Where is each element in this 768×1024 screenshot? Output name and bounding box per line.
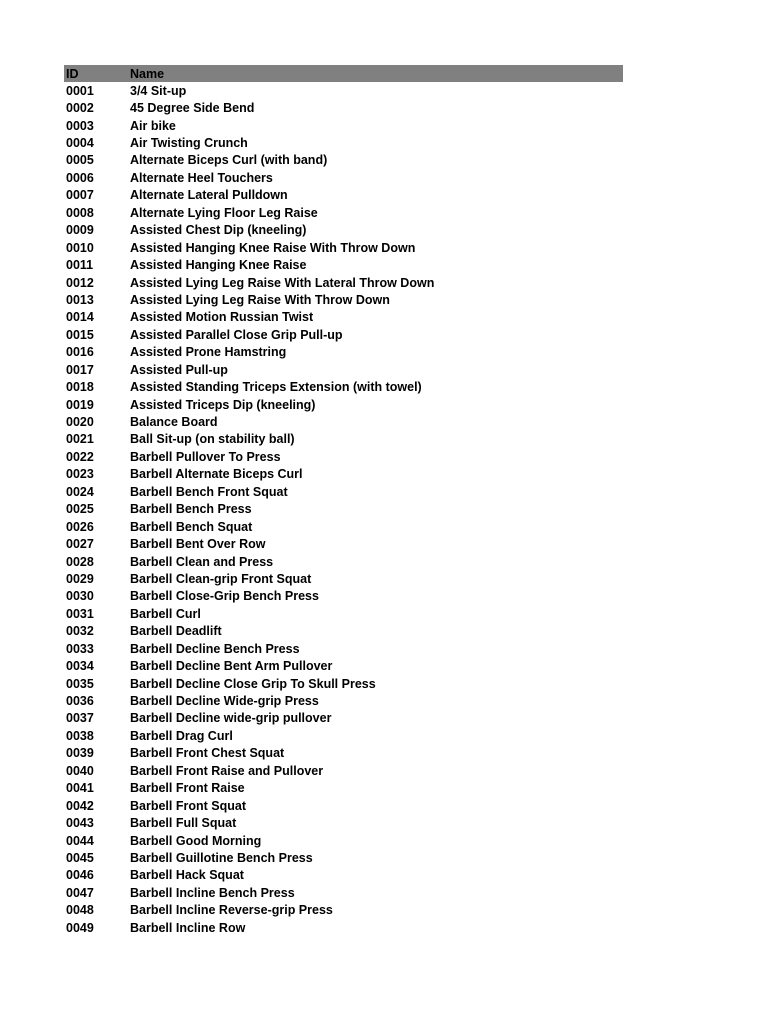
- row-name-cell: Assisted Motion Russian Twist: [130, 310, 314, 325]
- row-name-cell: Ball Sit-up (on stability ball): [130, 432, 295, 447]
- row-id-cell: 0027: [66, 537, 94, 552]
- table-row: [64, 501, 623, 518]
- row-id-cell: 0007: [66, 188, 94, 203]
- table-row: [64, 867, 623, 884]
- row-name-cell: Barbell Bench Squat: [130, 519, 253, 534]
- row-id-cell: 0028: [66, 554, 94, 569]
- table-row: [64, 466, 623, 483]
- row-id-cell: 0013: [66, 292, 94, 307]
- table-row: [64, 588, 623, 605]
- row-id-cell: 0049: [66, 920, 94, 935]
- row-name-cell: Assisted Triceps Dip (kneeling): [130, 397, 316, 412]
- row-name-cell: Barbell Incline Reverse-grip Press: [130, 903, 333, 918]
- row-id-cell: 0048: [66, 903, 94, 918]
- row-name-cell: Alternate Biceps Curl (with band): [130, 153, 328, 168]
- row-name-cell: Barbell Decline Bent Arm Pullover: [130, 659, 333, 674]
- row-name-cell: Alternate Heel Touchers: [130, 170, 273, 185]
- row-name-cell: Barbell Alternate Biceps Curl: [130, 467, 303, 482]
- table-row: [64, 780, 623, 797]
- row-name-cell: Barbell Hack Squat: [130, 868, 244, 883]
- table-row: [64, 204, 623, 221]
- table-row: [64, 344, 623, 361]
- table-row: [64, 378, 623, 395]
- row-name-cell: 45 Degree Side Bend: [130, 101, 255, 116]
- row-name-cell: Barbell Decline wide-grip pullover: [130, 711, 332, 726]
- column-header-id: ID: [66, 66, 79, 81]
- row-id-cell: 0046: [66, 868, 94, 883]
- row-id-cell: 0026: [66, 519, 94, 534]
- row-id-cell: 0008: [66, 205, 94, 220]
- row-id-cell: 0042: [66, 798, 94, 813]
- table-row: [64, 605, 623, 622]
- row-name-cell: Assisted Lying Leg Raise With Lateral Throw Down: [130, 275, 435, 290]
- row-name-cell: Barbell Guillotine Bench Press: [130, 850, 313, 865]
- row-name-cell: Barbell Front Chest Squat: [130, 746, 285, 761]
- row-id-cell: 0015: [66, 327, 94, 342]
- row-name-cell: Barbell Bench Front Squat: [130, 484, 288, 499]
- table-row: [64, 745, 623, 762]
- row-id-cell: 0025: [66, 502, 94, 517]
- table-row: [64, 431, 623, 448]
- column-header-name: Name: [130, 66, 165, 81]
- row-id-cell: 0024: [66, 484, 94, 499]
- table-row: [64, 570, 623, 587]
- row-name-cell: Barbell Front Squat: [130, 798, 246, 813]
- table-row: [64, 814, 623, 831]
- row-id-cell: 0001: [66, 83, 94, 98]
- row-name-cell: Barbell Front Raise: [130, 781, 245, 796]
- row-id-cell: 0035: [66, 676, 94, 691]
- row-id-cell: 0037: [66, 711, 94, 726]
- table-row: [64, 239, 623, 256]
- row-name-cell: Alternate Lying Floor Leg Raise: [130, 205, 318, 220]
- table-row: [64, 99, 623, 116]
- row-id-cell: 0030: [66, 589, 94, 604]
- row-id-cell: 0045: [66, 850, 94, 865]
- table-row: [64, 640, 623, 657]
- row-id-cell: 0012: [66, 275, 94, 290]
- table-row: [64, 413, 623, 430]
- row-id-cell: 0022: [66, 449, 94, 464]
- table-row: [64, 134, 623, 151]
- row-id-cell: 0043: [66, 816, 94, 831]
- row-name-cell: Barbell Clean-grip Front Squat: [130, 571, 312, 586]
- row-id-cell: 0020: [66, 415, 94, 430]
- table-row: [64, 553, 623, 570]
- table-row: [64, 710, 623, 727]
- table-row: [64, 169, 623, 186]
- row-id-cell: 0041: [66, 781, 94, 796]
- row-id-cell: 0004: [66, 136, 94, 151]
- table-row: [64, 361, 623, 378]
- row-name-cell: 3/4 Sit-up: [130, 83, 187, 98]
- row-name-cell: Barbell Decline Wide-grip Press: [130, 694, 319, 709]
- row-name-cell: Barbell Drag Curl: [130, 728, 233, 743]
- row-name-cell: Alternate Lateral Pulldown: [130, 188, 288, 203]
- row-name-cell: Barbell Clean and Press: [130, 554, 274, 569]
- row-name-cell: Barbell Good Morning: [130, 833, 262, 848]
- table-row: [64, 117, 623, 134]
- row-name-cell: Barbell Decline Close Grip To Skull Press: [130, 676, 376, 691]
- table-row: [64, 902, 623, 919]
- table-row: [64, 256, 623, 273]
- table-body: [64, 82, 623, 936]
- table-row: [64, 483, 623, 500]
- row-name-cell: Barbell Incline Row: [130, 920, 246, 935]
- table-row: [64, 82, 623, 99]
- table-row: [64, 448, 623, 465]
- row-name-cell: Barbell Pullover To Press: [130, 449, 281, 464]
- row-name-cell: Assisted Hanging Knee Raise With Throw Down: [130, 240, 416, 255]
- row-id-cell: 0038: [66, 728, 94, 743]
- row-name-cell: Barbell Deadlift: [130, 624, 222, 639]
- table-row: [64, 187, 623, 204]
- row-name-cell: Assisted Parallel Close Grip Pull-up: [130, 327, 343, 342]
- row-name-cell: Barbell Decline Bench Press: [130, 641, 300, 656]
- row-id-cell: 0034: [66, 659, 94, 674]
- row-name-cell: Barbell Full Squat: [130, 816, 237, 831]
- table-row: [64, 309, 623, 326]
- row-name-cell: Assisted Chest Dip (kneeling): [130, 223, 307, 238]
- row-name-cell: Barbell Close-Grip Bench Press: [130, 589, 319, 604]
- row-id-cell: 0003: [66, 118, 94, 133]
- table-row: [64, 623, 623, 640]
- row-id-cell: 0044: [66, 833, 94, 848]
- row-id-cell: 0036: [66, 694, 94, 709]
- table-row: [64, 884, 623, 901]
- table-row: [64, 762, 623, 779]
- row-name-cell: Balance Board: [130, 415, 218, 430]
- table-row: [64, 832, 623, 849]
- table-row: [64, 849, 623, 866]
- row-id-cell: 0033: [66, 641, 94, 656]
- table-row: [64, 535, 623, 552]
- table-row: [64, 326, 623, 343]
- row-id-cell: 0002: [66, 101, 94, 116]
- row-id-cell: 0019: [66, 397, 94, 412]
- row-id-cell: 0040: [66, 763, 94, 778]
- row-id-cell: 0009: [66, 223, 94, 238]
- row-id-cell: 0005: [66, 153, 94, 168]
- row-name-cell: Assisted Standing Triceps Extension (with towel): [130, 380, 422, 395]
- table-row: [64, 919, 623, 936]
- table-row: [64, 291, 623, 308]
- table-row: [64, 222, 623, 239]
- row-id-cell: 0032: [66, 624, 94, 639]
- table-row: [64, 396, 623, 413]
- row-id-cell: 0011: [66, 258, 94, 273]
- row-id-cell: 0023: [66, 467, 94, 482]
- row-name-cell: Barbell Front Raise and Pullover: [130, 763, 324, 778]
- row-name-cell: Barbell Incline Bench Press: [130, 885, 295, 900]
- row-id-cell: 0006: [66, 170, 94, 185]
- row-name-cell: Air bike: [130, 118, 176, 133]
- row-id-cell: 0029: [66, 571, 94, 586]
- row-id-cell: 0016: [66, 345, 94, 360]
- row-name-cell: Barbell Curl: [130, 606, 201, 621]
- table-row: [64, 152, 623, 169]
- table-row: [64, 727, 623, 744]
- row-id-cell: 0047: [66, 885, 94, 900]
- row-name-cell: Air Twisting Crunch: [130, 136, 248, 151]
- table-row: [64, 518, 623, 535]
- table-row: [64, 657, 623, 674]
- row-id-cell: 0010: [66, 240, 94, 255]
- row-id-cell: 0039: [66, 746, 94, 761]
- row-name-cell: Assisted Hanging Knee Raise: [130, 258, 307, 273]
- row-id-cell: 0031: [66, 606, 94, 621]
- row-id-cell: 0018: [66, 380, 94, 395]
- row-id-cell: 0021: [66, 432, 94, 447]
- row-name-cell: Assisted Lying Leg Raise With Throw Down: [130, 292, 390, 307]
- table-header-row: [64, 65, 623, 82]
- table-row: [64, 274, 623, 291]
- row-name-cell: Assisted Prone Hamstring: [130, 345, 287, 360]
- table-row: [64, 797, 623, 814]
- row-name-cell: Barbell Bent Over Row: [130, 537, 266, 552]
- table-row: [64, 675, 623, 692]
- row-id-cell: 0017: [66, 362, 94, 377]
- row-name-cell: Assisted Pull-up: [130, 362, 228, 377]
- row-name-cell: Barbell Bench Press: [130, 502, 252, 517]
- row-id-cell: 0014: [66, 310, 94, 325]
- exercise-table: [64, 65, 623, 936]
- table-row: [64, 692, 623, 709]
